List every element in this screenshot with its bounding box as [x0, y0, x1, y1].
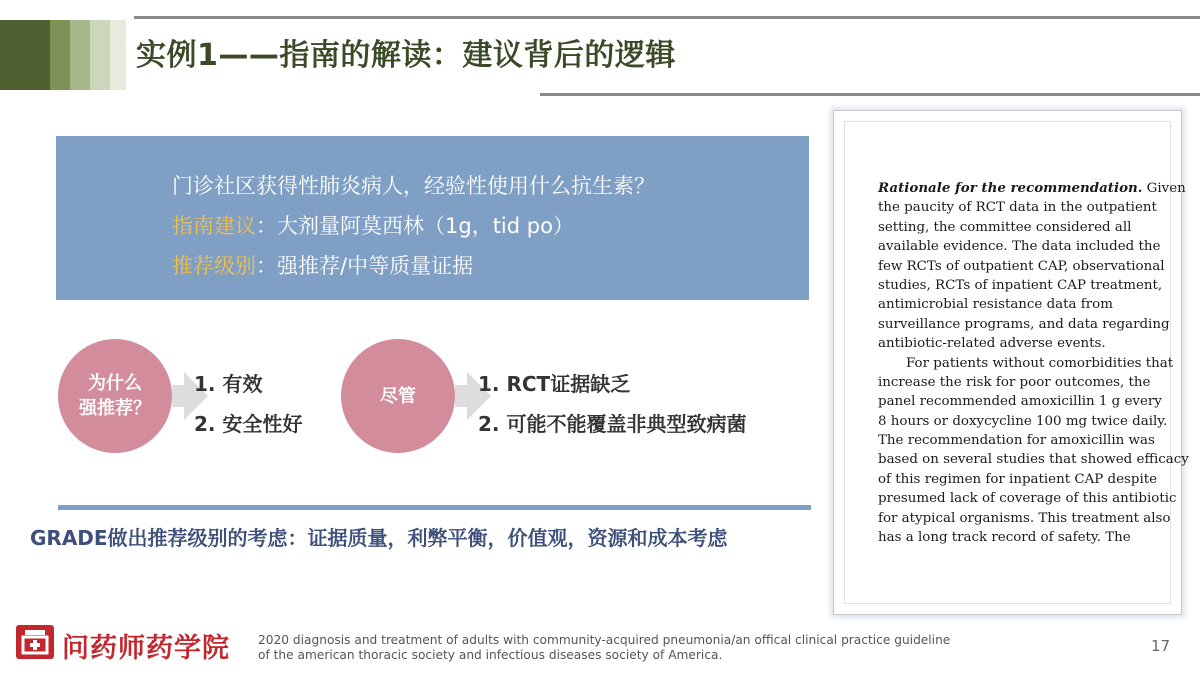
- document-line: of this regimen for inpatient CAP despite: [878, 471, 1158, 487]
- why-arrow-shaft: [172, 385, 184, 407]
- although-point-1: 1. RCT证据缺乏: [478, 372, 631, 396]
- document-line: few RCTs of outpatient CAP, observational: [878, 258, 1165, 274]
- header-top-rule: [134, 16, 1200, 19]
- document-line: for atypical organisms. This treatment also: [878, 510, 1171, 526]
- document-text: [878, 179, 1189, 547]
- brand-name: 问药师药学院: [62, 633, 230, 664]
- grade-note: GRADE做出推荐级别的考虑：证据质量，利弊平衡，价值观，资源和成本考虑: [30, 526, 728, 550]
- level-value: ：强推荐/中等质量证据: [256, 254, 474, 278]
- document-line: available evidence. The data included the: [878, 239, 1161, 255]
- guideline-line: [172, 210, 574, 240]
- question-text: 门诊社区获得性肺炎病人，经验性使用什么抗生素？: [172, 174, 655, 198]
- document-excerpt: [833, 110, 1189, 615]
- document-line: 8 hours or doxycycline 100 mg twice daily.: [878, 413, 1168, 429]
- document-line: increase the risk for poor outcomes, the: [878, 374, 1151, 390]
- why-circle-line2: 强推荐？: [79, 398, 151, 419]
- why-point-1: 1. 有效: [194, 372, 263, 396]
- why-circle-line1: 为什么: [88, 373, 142, 394]
- why-circle: [58, 339, 172, 453]
- although-circle: [341, 339, 455, 453]
- document-line: the paucity of RCT data in the outpatient: [878, 200, 1157, 216]
- reference-line-1: 2020 diagnosis and treatment of adults with community-acquired pneumonia/an offical clinical practice guideline: [258, 633, 951, 647]
- document-line: presumed lack of coverage of this antibiotic: [878, 491, 1177, 507]
- document-line: antibiotic-related adverse events.: [878, 336, 1106, 352]
- document-line: setting, the committee considered all: [878, 219, 1132, 235]
- document-heading: Rationale for the recommendation.: [878, 180, 1143, 196]
- document-line: panel recommended amoxicillin 1 g every: [878, 394, 1162, 410]
- page-number: 17: [1151, 637, 1171, 655]
- document-line: antimicrobial resistance data from: [878, 297, 1113, 313]
- although-circle-label: 尽管: [380, 385, 416, 407]
- pharmacy-logo-icon: [16, 625, 54, 659]
- guideline-value: ：大剂量阿莫西林（1g，tid po）: [256, 214, 574, 238]
- reference-citation: [258, 633, 950, 663]
- document-line: based on several studies that showed efficacy: [878, 452, 1189, 468]
- document-line: has a long track record of safety. The: [878, 530, 1131, 546]
- although-arrow-shaft: [455, 385, 467, 407]
- header-bottom-rule: [540, 93, 1200, 96]
- reference-line-2: of the american thoracic society and infectious diseases society of America.: [258, 648, 723, 662]
- document-line: For patients without comorbidities that: [906, 355, 1174, 371]
- level-label: 推荐级别: [172, 254, 256, 278]
- document-line: The recommendation for amoxicillin was: [878, 433, 1155, 449]
- level-line: [172, 250, 473, 280]
- slide-title: 实例1——指南的解读：建议背后的逻辑: [136, 38, 676, 73]
- document-line: studies, RCTs of inpatient CAP treatment,: [878, 277, 1163, 293]
- why-point-2: 2. 安全性好: [194, 412, 303, 436]
- document-line: surveillance programs, and data regarding: [878, 316, 1170, 332]
- document-line-1: Rationale for the recommendation. Given: [878, 180, 1186, 196]
- section-divider: [58, 505, 811, 510]
- question-box: [56, 136, 809, 300]
- although-point-2: 2. 可能不能覆盖非典型致病菌: [478, 412, 747, 436]
- guideline-label: 指南建议: [172, 214, 256, 238]
